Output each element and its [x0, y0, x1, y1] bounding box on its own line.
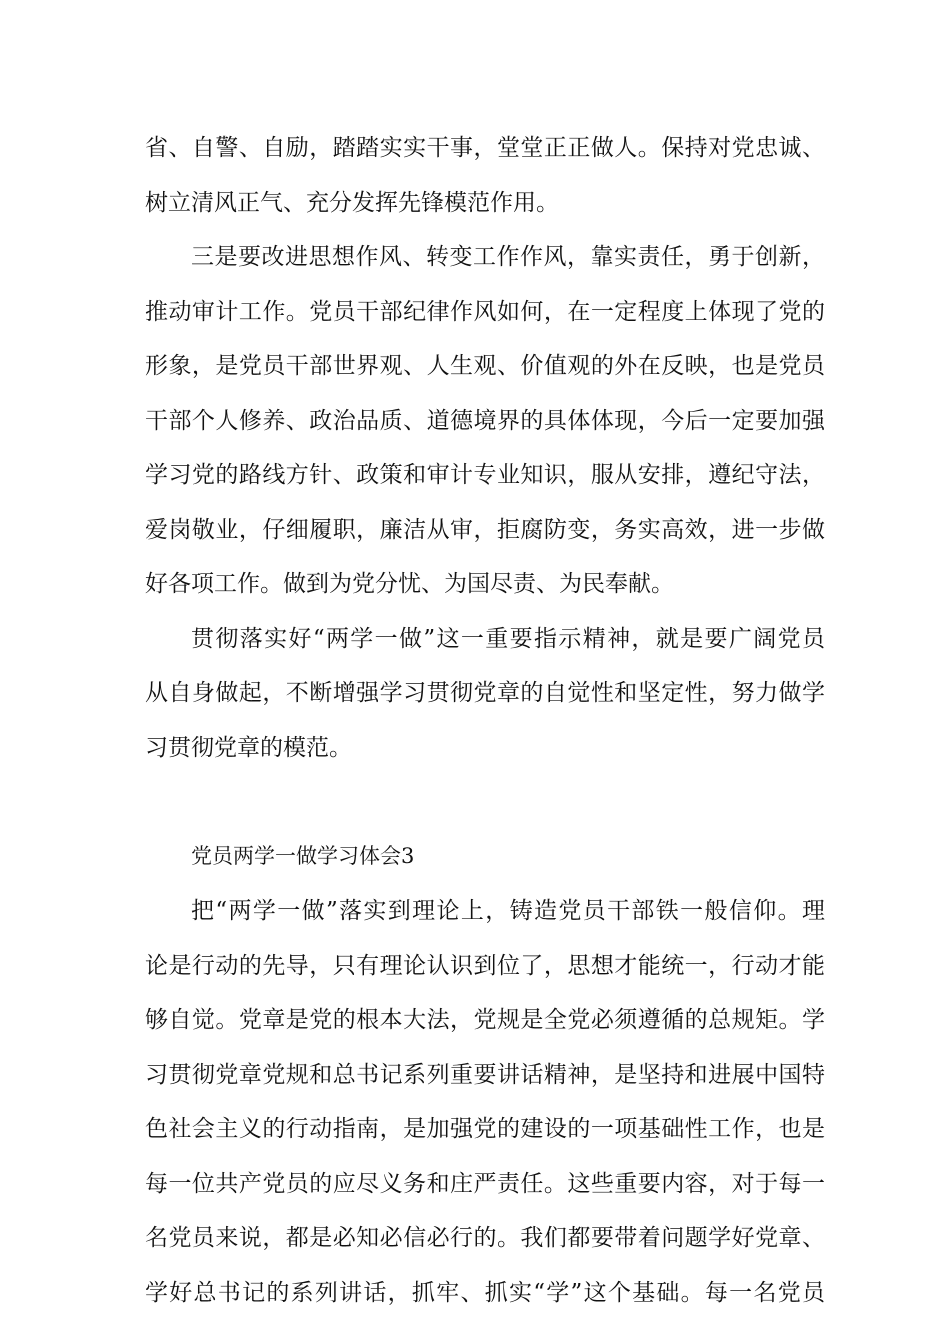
paragraph-4-line-2: 论是行动的先导，只有理论认识到位了，思想才能统一，行动才能 — [145, 953, 825, 979]
paragraph-3-line-2: 从自身做起，不断增强学习贯彻党章的自觉性和坚定性，努力做学 — [145, 680, 825, 706]
paragraph-2-line-1: 三是要改进思想作风、转变工作作风，靠实责任，勇于创新， — [191, 244, 825, 270]
paragraph-4-line-4: 习贯彻党章党规和总书记系列重要讲话精神，是坚持和进展中国特 — [145, 1062, 825, 1088]
paragraph-4-line-8: 学好总书记的系列讲话，抓牢、抓实“学”这个基础。每一名党员 — [145, 1280, 825, 1306]
paragraph-2-line-2: 推动审计工作。党员干部纪律作风如何，在一定程度上体现了党的 — [145, 299, 825, 325]
paragraph-4-line-3: 够自觉。党章是党的根本大法，党规是全党必须遵循的总规矩。学 — [145, 1007, 825, 1033]
paragraph-3-line-3: 习贯彻党章的模范。 — [145, 735, 352, 761]
paragraph-4-line-6: 每一位共产党员的应尽义务和庄严责任。这些重要内容，对于每一 — [145, 1171, 825, 1197]
section-heading: 党员两学一做学习体会3 — [191, 844, 415, 868]
paragraph-4-line-1: 把“两学一做”落实到理论上，铸造党员干部铁一般信仰。理 — [191, 898, 825, 924]
paragraph-2-line-3: 形象，是党员干部世界观、人生观、价值观的外在反映，也是党员 — [145, 353, 825, 379]
paragraph-4-line-7: 名党员来说，都是必知必信必行的。我们都要带着问题学好党章、 — [145, 1225, 825, 1251]
paragraph-1-line-1: 省、自警、自励，踏踏实实干事，堂堂正正做人。保持对党忠诚、 — [145, 135, 825, 161]
paragraph-4-line-5: 色社会主义的行动指南，是加强党的建设的一项基础性工作，也是 — [145, 1116, 825, 1142]
paragraph-2-line-6: 爱岗敬业，仔细履职，廉洁从审，拒腐防变，务实高效，进一步做 — [145, 517, 825, 543]
paragraph-2-line-7: 好各项工作。做到为党分忧、为国尽责、为民奉献。 — [145, 571, 674, 597]
paragraph-2-line-5: 学习党的路线方针、政策和审计专业知识，服从安排，遵纪守法， — [145, 462, 825, 488]
paragraph-2-line-4: 干部个人修养、政治品质、道德境界的具体体现，今后一定要加强 — [145, 408, 825, 434]
paragraph-3-line-1: 贯彻落实好“两学一做”这一重要指示精神，就是要广阔党员 — [191, 626, 825, 652]
paragraph-1-line-2: 树立清风正气、充分发挥先锋模范作用。 — [145, 190, 559, 216]
